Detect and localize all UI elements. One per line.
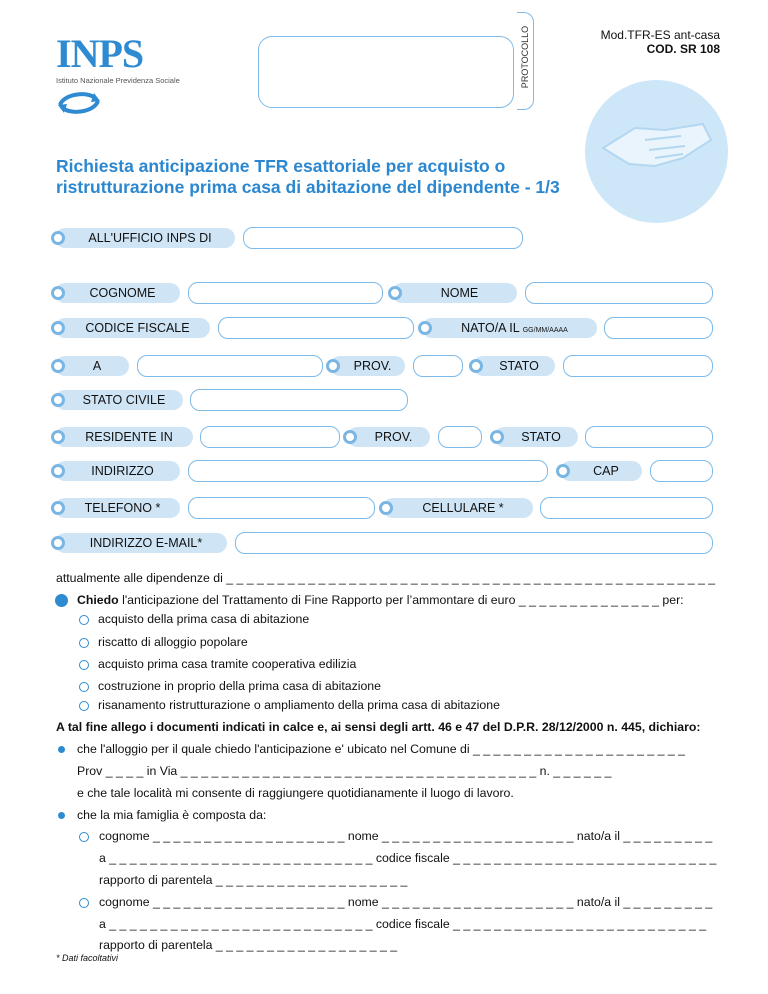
bullet-icon [343, 430, 357, 444]
inps-arrows-icon [56, 89, 102, 117]
alloggio-line: che l'alloggio per il quale chiedo l'anticipazione e' ubicato nel Comune di _ _ _ _ _ _ _ _ _ _ _ _ _ _ _ _ _ _ _ _ _ [77, 742, 685, 756]
label-cognome: COGNOME [55, 283, 180, 303]
bullet-icon [58, 746, 65, 753]
bullet-icon [418, 321, 432, 335]
option-checkbox[interactable] [79, 682, 89, 692]
option-checkbox[interactable] [79, 660, 89, 670]
bullet-icon [388, 286, 402, 300]
label-ufficio: ALL'UFFICIO INPS DI [55, 228, 235, 248]
bullet-icon [58, 812, 65, 819]
member-1-line-1: cognome _ _ _ _ _ _ _ _ _ _ _ _ _ _ _ _ _ _ _ nome _ _ _ _ _ _ _ _ _ _ _ _ _ _ _ _ _ _ _ nato/a il _ _ _ _ _ _ _ _ _ [99, 829, 713, 843]
handshake-emblem [585, 80, 728, 223]
bullet-icon [51, 286, 65, 300]
label-codice-fiscale: CODICE FISCALE [55, 318, 210, 338]
option-risanamento: risanamento ristrutturazione o ampliamento della prima casa di abitazione [98, 698, 500, 712]
label-a: A [55, 356, 129, 376]
stato-residenza-input[interactable] [585, 426, 713, 448]
option-checkbox[interactable] [79, 638, 89, 648]
sr-code: COD. SR 108 [646, 42, 720, 56]
nato-il-input[interactable] [604, 317, 713, 339]
chiedo-bullet-icon [55, 594, 68, 607]
bullet-icon [556, 464, 570, 478]
member-1-line-3: rapporto di parentela _ _ _ _ _ _ _ _ _ _ _ _ _ _ _ _ _ _ _ [99, 873, 408, 887]
label-nome: NOME [392, 283, 517, 303]
label-cellulare: CELLULARE * [383, 498, 533, 518]
label-prov: PROV. [330, 356, 405, 376]
member-2-line-3: rapporto di parentela _ _ _ _ _ _ _ _ _ _ _ _ _ _ _ _ _ _ [99, 938, 398, 952]
chiedo-line: Chiedo l'anticipazione del Trattamento di Fine Rapporto per l’ammontare di euro _ _ _ _ _ _ _ _ _ _ _ _ _ _ per: [77, 593, 684, 607]
label-stato-residenza: STATO [494, 427, 578, 447]
email-input[interactable] [235, 532, 713, 554]
stato-input[interactable] [563, 355, 713, 377]
handshake-icon [585, 80, 728, 223]
bullet-icon [51, 464, 65, 478]
prov-via-line: Prov _ _ _ _ in Via _ _ _ _ _ _ _ _ _ _ _ _ _ _ _ _ _ _ _ _ _ _ _ _ _ _ _ _ _ _ _ _ _ _ _ n. _ _ _ _ _ _ [77, 764, 612, 778]
cognome-input[interactable] [188, 282, 383, 304]
stato-civile-input[interactable] [190, 389, 408, 411]
label-residente-in: RESIDENTE IN [55, 427, 193, 447]
protocol-label: PROTOCOLLO [520, 25, 530, 89]
inps-logo [56, 31, 226, 122]
label-stato-civile: STATO CIVILE [55, 390, 183, 410]
logo-text: INPS [56, 31, 144, 76]
model-code: Mod.TFR-ES ant-casa [600, 28, 720, 42]
luogo-nascita-input[interactable] [137, 355, 323, 377]
cap-input[interactable] [650, 460, 713, 482]
page-title: Richiesta anticipazione TFR esattoriale per acquisto o ristrutturazione prima casa di abitazione del dipendente - 1/3 [56, 156, 560, 197]
member-2-line-2: a _ _ _ _ _ _ _ _ _ _ _ _ _ _ _ _ _ _ _ _ _ _ _ _ _ _ codice fiscale _ _ _ _ _ _ _ _ _ _ _ _ _ _ _ _ _ _ _ _ _ _ _ _ _ [99, 917, 707, 931]
label-prov-residenza: PROV. [347, 427, 430, 447]
option-checkbox[interactable] [79, 701, 89, 711]
member-2-line-1: cognome _ _ _ _ _ _ _ _ _ _ _ _ _ _ _ _ _ _ _ nome _ _ _ _ _ _ _ _ _ _ _ _ _ _ _ _ _ _ _ nato/a il _ _ _ _ _ _ _ _ _ [99, 895, 713, 909]
telefono-input[interactable] [188, 497, 375, 519]
member-checkbox[interactable] [79, 832, 89, 842]
prov-input[interactable] [413, 355, 463, 377]
bullet-icon [490, 430, 504, 444]
member-1-line-2: a _ _ _ _ _ _ _ _ _ _ _ _ _ _ _ _ _ _ _ _ _ _ _ _ _ _ codice fiscale _ _ _ _ _ _ _ _ _ _ _ _ _ _ _ _ _ _ _ _ _ _ _ _ _ _ [99, 851, 717, 865]
prov-residenza-input[interactable] [438, 426, 482, 448]
bullet-icon [51, 536, 65, 550]
model-code-block [601, 28, 720, 56]
label-email: INDIRIZZO E-MAIL* [55, 533, 227, 553]
bullet-icon [379, 501, 393, 515]
label-cap: CAP [560, 461, 642, 481]
option-cooperativa: acquisto prima casa tramite cooperativa edilizia [98, 657, 357, 671]
footnote: * Dati facoltativi [56, 953, 119, 963]
bullet-icon [51, 501, 65, 515]
protocol-box[interactable] [258, 36, 514, 108]
residente-in-input[interactable] [200, 426, 340, 448]
cellulare-input[interactable] [540, 497, 713, 519]
bullet-icon [51, 359, 65, 373]
member-checkbox[interactable] [79, 898, 89, 908]
nome-input[interactable] [525, 282, 713, 304]
dipendenze-line: attualmente alle dipendenze di _ _ _ _ _ _ _ _ _ _ _ _ _ _ _ _ _ _ _ _ _ _ _ _ _ _ _ _ _ _ _ _ _ _ _ _ _ _ _ _ _ _ _ _ _ _ _ _ [56, 571, 716, 585]
famiglia-line: che la mia famiglia è composta da: [77, 808, 267, 822]
ufficio-input[interactable] [243, 227, 523, 249]
bullet-icon [51, 321, 65, 335]
label-telefono: TELEFONO * [55, 498, 180, 518]
indirizzo-input[interactable] [188, 460, 548, 482]
label-indirizzo: INDIRIZZO [55, 461, 180, 481]
label-stato: STATO [473, 356, 555, 376]
label-nato-il: NATO/A IL GG/MM/AAAA [422, 318, 597, 338]
option-checkbox[interactable] [79, 615, 89, 625]
allego-line: A tal fine allego i documenti indicati in calce e, ai sensi degli artt. 46 e 47 del D.P.R. 28/12/2000 n. 445, dichiaro: [56, 720, 701, 734]
option-riscatto: riscatto di alloggio popolare [98, 635, 248, 649]
bullet-icon [51, 231, 65, 245]
localita-line: e che tale località mi consente di raggiungere quotidianamente il luogo di lavoro. [77, 786, 514, 800]
bullet-icon [51, 430, 65, 444]
logo-subtitle: Istituto Nazionale Previdenza Sociale [56, 76, 180, 85]
codice-fiscale-input[interactable] [218, 317, 414, 339]
bullet-icon [51, 393, 65, 407]
bullet-icon [469, 359, 483, 373]
bullet-icon [326, 359, 340, 373]
option-acquisto: acquisto della prima casa di abitazione [98, 612, 310, 626]
option-costruzione: costruzione in proprio della prima casa di abitazione [98, 679, 381, 693]
